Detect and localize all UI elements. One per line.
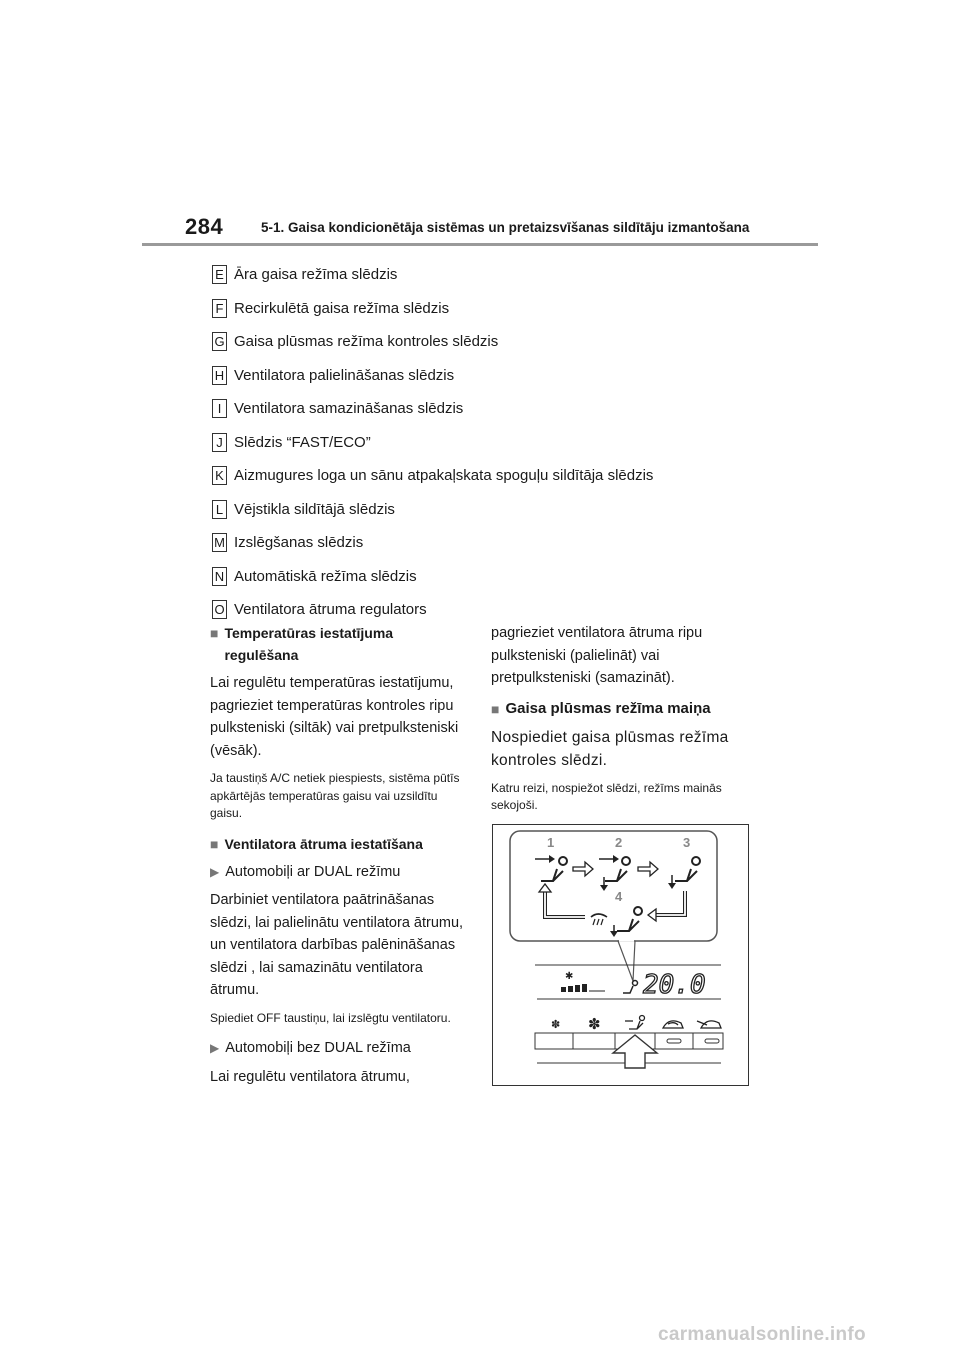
temp-body: Lai regulētu temperatūras iestatījumu, pagrieziet temperatūras kontroles ripu pulksteniski (siltāk) vai pretpulksteniski (vēsāk). — [210, 675, 459, 759]
dual-note: Spiediet OFF taustiņu, lai izslēgtu ventilatoru. — [210, 1010, 451, 1025]
legend-letter: I — [212, 399, 227, 418]
airflow-body: Nospiediet gaisa plūsmas režīma kontroles slēdzi. — [491, 728, 729, 769]
legend-letter: M — [212, 533, 227, 552]
legend-letter: J — [212, 433, 227, 452]
button-icons-row — [551, 1015, 721, 1033]
fan-heading-text: Ventilatora ātruma iestatīšana — [224, 835, 423, 852]
square-bullet-icon: ■ — [210, 625, 219, 641]
legend-text: Izslēgšanas slēdzis — [234, 534, 364, 552]
display-seat-icon — [623, 981, 638, 994]
airflow-heading — [491, 698, 746, 720]
left-column — [210, 622, 470, 1096]
nodual-bullet — [210, 1037, 470, 1060]
legend-letter: L — [212, 500, 227, 519]
right-column — [491, 622, 746, 825]
legend-item — [212, 426, 772, 460]
triangle-bullet-icon: ▶ — [210, 864, 220, 879]
legend-letter: G — [212, 332, 227, 351]
legend-text: Recirkulētā gaisa režīma slēdzis — [234, 299, 450, 317]
legend-item — [212, 526, 772, 560]
dual-bullet — [210, 861, 470, 884]
legend-text: Automātiskā režīma slēdzis — [234, 567, 417, 585]
legend-list — [212, 258, 772, 627]
legend-item — [212, 292, 772, 326]
airflow-heading-text: Gaisa plūsmas režīma maiņa — [505, 699, 711, 717]
fan-speed-bars — [561, 984, 605, 992]
nodual-bullet-text: Automobiļi bez DUAL režīma — [225, 1040, 411, 1056]
legend-letter: N — [212, 567, 227, 586]
watermark: carmanualsonline.info — [658, 1324, 866, 1345]
square-bullet-icon: ■ — [491, 700, 500, 717]
dual-body: Darbiniet ventilatora paātrināšanas slēdzi, lai palielinātu ventilatora ātrumu, un ventilatora darbības palēnināšanas slēdzi , lai samazinātu ventilatora ātrumu. — [210, 892, 464, 998]
dual-bullet-text: Automobiļi ar DUAL režīmu — [225, 863, 401, 880]
recirculation-icon — [663, 1021, 683, 1028]
legend-text: Aizmugures loga un sānu atpakaļskata spoguļu sildītāja slēdzis — [234, 467, 654, 485]
svg-text:✱: ✱ — [565, 971, 574, 982]
outside-air-icon — [697, 1021, 721, 1028]
section-title: 5-1. Gaisa kondicionētāja sistēmas un pretaizsvīšanas sildītāju izmantošana — [261, 220, 750, 235]
square-bullet-icon: ■ — [210, 835, 219, 852]
temp-note: Ja taustiņš A/C netiek piespiests, sistēma pūtīs apkārtējās temperatūras gaisu vai uzsildītu gaisu. — [210, 771, 460, 820]
fan-icon — [565, 971, 573, 982]
control-panel-illustration — [493, 825, 748, 1085]
legend-text: Ventilatora samazināšanas slēdzis — [234, 400, 464, 418]
legend-letter: E — [212, 265, 227, 284]
temp-heading-text: Temperatūras iestatījuma regulēšana — [224, 625, 394, 663]
legend-text: Vējstikla sildītājā slēdzis — [234, 500, 395, 518]
legend-item — [212, 359, 772, 393]
temperature-display: 20.0 — [643, 970, 706, 1000]
legend-item — [212, 459, 772, 493]
legend-letter: O — [212, 600, 227, 619]
fan-heading — [210, 833, 470, 855]
continued-body: pagrieziet ventilatora ātruma ripu pulksteniski (palielināt) vai pretpulksteniski (samazināt). — [491, 625, 703, 686]
legend-item — [212, 258, 772, 292]
legend-item — [212, 560, 772, 594]
fan-down-icon: ✽ — [551, 1018, 561, 1031]
legend-letter: F — [212, 299, 227, 318]
airflow-mode-button-icon — [625, 1016, 645, 1030]
legend-text: Āra gaisa režīma slēdzis — [234, 266, 398, 284]
mode-number-1: 1 — [547, 835, 555, 850]
fan-up-icon: ✽ — [588, 1015, 601, 1033]
airflow-note: Katru reizi, nospiežot slēdzi, režīms mainās sekojoši. — [491, 780, 722, 812]
legend-letter: H — [212, 366, 227, 385]
legend-letter: K — [212, 466, 227, 485]
temp-heading — [210, 622, 470, 666]
mode-number-2: 2 — [615, 835, 623, 850]
mode-number-4: 4 — [615, 889, 623, 904]
legend-item — [212, 493, 772, 527]
header-divider — [142, 243, 818, 246]
legend-text: Gaisa plūsmas režīma kontroles slēdzis — [234, 333, 499, 351]
legend-text: Ventilatora palielināšanas slēdzis — [234, 366, 455, 384]
airflow-mode-figure — [492, 824, 749, 1086]
triangle-bullet-icon: ▶ — [210, 1041, 220, 1055]
mode-number-3: 3 — [683, 835, 691, 850]
nodual-body: Lai regulētu ventilatora ātrumu, — [210, 1068, 410, 1085]
legend-text: Slēdzis “FAST/ECO” — [234, 433, 371, 451]
legend-item — [212, 392, 772, 426]
legend-text: Ventilatora ātruma regulators — [234, 601, 427, 619]
page-number: 284 — [185, 214, 224, 239]
legend-item — [212, 325, 772, 359]
